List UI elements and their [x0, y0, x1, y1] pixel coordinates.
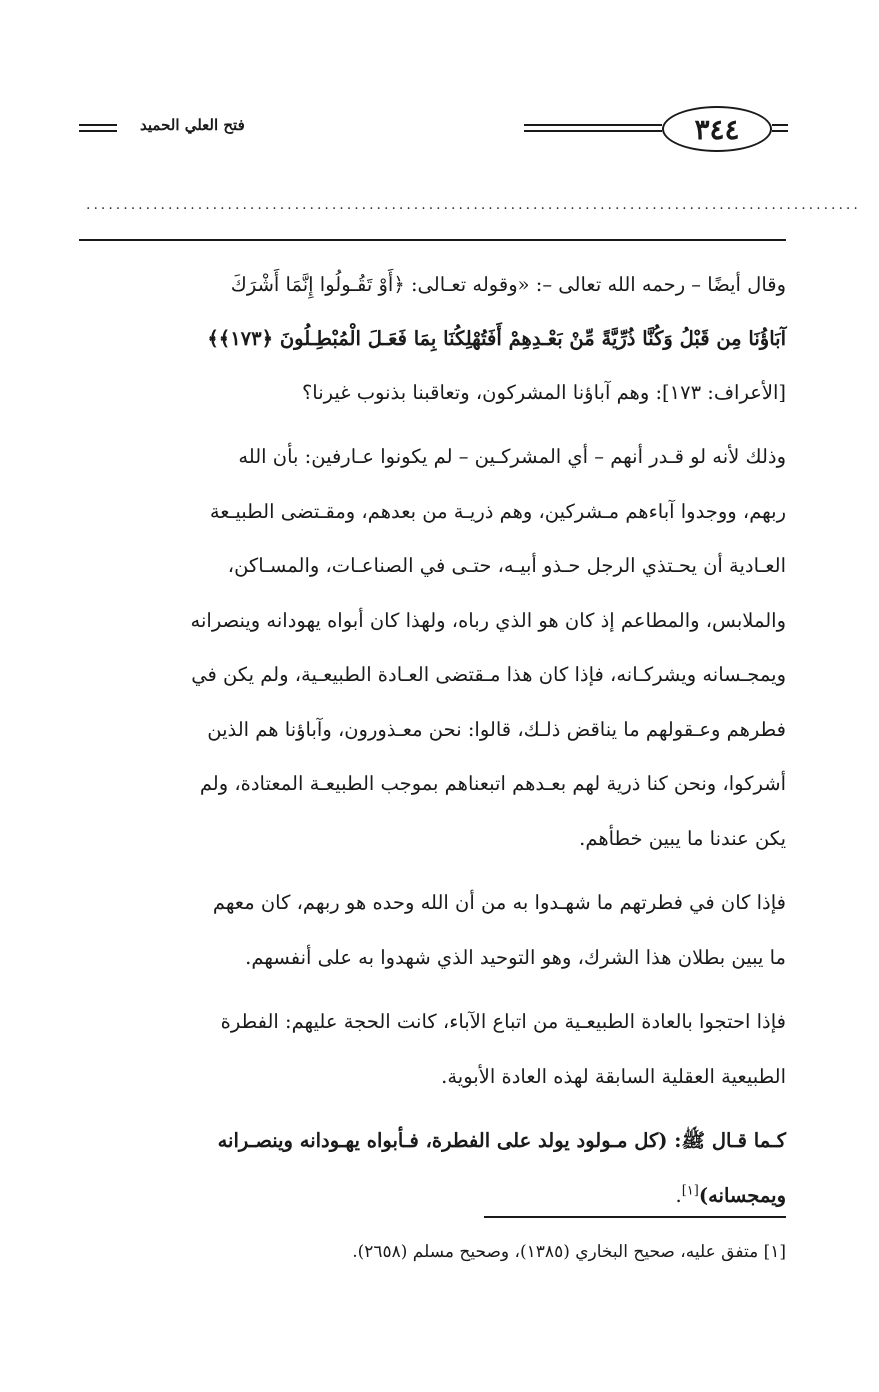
- main-text: [80, 258, 786, 1223]
- page-header: [0, 100, 879, 160]
- page-number-frame: [662, 106, 772, 152]
- paragraph-fitra: [80, 876, 786, 985]
- sentence-end: .: [675, 1183, 682, 1207]
- text-line: فإذا احتجوا بالعادة الطبيعـية من اتباع الآباء، كانت الحجة عليهم: الفطرة: [220, 1010, 786, 1033]
- quran-verse-line: آبَاؤُنَا مِن قَبْلُ وَكُنَّا ذُرِّيَّةً مِّنْ بَعْـدِهِمْ أَفَتُهْلِكُنَا بِمَا فَعَـلَ الْمُبْطِـلُونَ ﴿١٧٣﴾﴾: [207, 327, 786, 350]
- hadith-line: ويمجسانه): [698, 1183, 786, 1207]
- header-rule: [772, 130, 788, 132]
- title-rule: [79, 124, 117, 126]
- text-line: العـادية أن يحـتذي الرجل حـذو أبيـه، حتـى في الصناعـات، والمسـاكن،: [227, 554, 786, 577]
- text-line: وقال أيضًا – رحمه الله تعالى –: «وقوله تعـالى: ﴿أَوْ تَقُـولُوا إِنَّمَا أَشْرَكَ: [230, 273, 786, 296]
- text-line: يكن عندنا ما يبين خطأهم.: [579, 826, 786, 850]
- footnote-marker: [١]: [681, 1183, 699, 1198]
- text-line: ويمجـسانه ويشركـانه، فإذا كان هذا مـقتضى العـادة الطبيعـية، ولم يكن في: [191, 663, 786, 686]
- text-line: وذلك لأنه لو قـدر أنهم – أي المشركـين – لم يكونوا عـارفين: بأن الله: [238, 445, 786, 468]
- paragraph-quote: [80, 258, 786, 420]
- header-bottom-rule: [79, 239, 786, 241]
- text-line: ما يبين بطلان هذا الشرك، وهو التوحيد الذي شهدوا به على أنفسهم.: [245, 945, 786, 969]
- header-rule: [524, 124, 662, 126]
- title-rule: [79, 130, 117, 132]
- paragraph-argument: [80, 995, 786, 1104]
- paragraph-hadith: [80, 1114, 786, 1223]
- text-line: والملابس، والمطاعم إذ كان هو الذي رباه، ولهذا كان أبواه يهودانه وينصرانه: [190, 608, 786, 632]
- text-line: الطبيعية العقلية السابقة لهذه العادة الأبوية.: [441, 1064, 786, 1088]
- footnote: [١] متفق عليه، صحيح البخاري (١٣٨٥)، وصحيح مسلم (٢٦٥٨).: [352, 1242, 786, 1262]
- paragraph-explanation: [80, 430, 786, 866]
- header-rule: [524, 130, 662, 132]
- hadith-line: كـما قـال ﷺ: (كل مـولود يولد على الفطرة، فـأبواه يهـودانه وينصـرانه: [217, 1129, 786, 1152]
- text-line: أشركوا، ونحن كنا ذرية لهم بعـدهم اتبعناهم بموجب الطبيعـة المعتادة، ولم: [199, 772, 786, 795]
- book-title: فتح العلي الحميد: [140, 116, 245, 134]
- text-line: فطرهم وعـقولهم ما يناقض ذلـك، قالوا: نحن معـذورون، وآباؤنا هم الذين: [207, 717, 786, 741]
- dotted-separator: ........................................................................................................: [86, 197, 861, 213]
- text-line: [الأعراف: ١٧٣]: وهم آباؤنا المشركون، وتعاقبنا بذنوب غيرنا؟: [301, 381, 786, 404]
- text-line: ربهم، ووجدوا آباءهم مـشركين، وهم ذريـة من بعدهم، ومقـتضى الطبيـعة: [209, 499, 786, 523]
- header-rule: [772, 124, 788, 126]
- page-number: ٣٤٤: [694, 112, 740, 146]
- footnote-rule: [484, 1216, 786, 1218]
- text-line: فإذا كان في فطرتهم ما شهـدوا به من أن الله وحده هو ربهم، كان معهم: [212, 891, 786, 914]
